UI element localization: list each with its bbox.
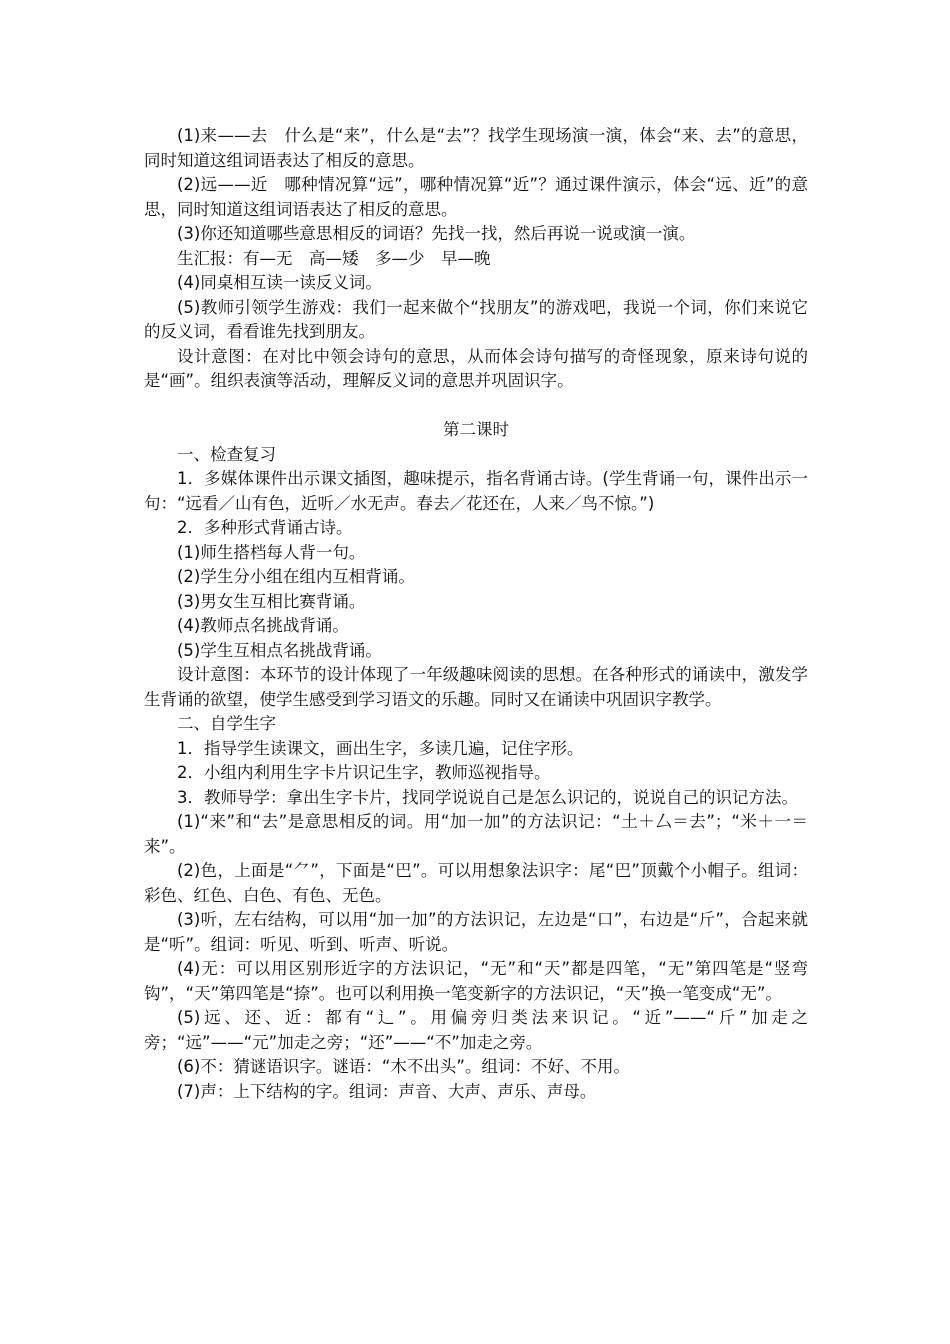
paragraph-char-none: (4)无：可以用区别形近字的方法识记，“无”和“天”都是四笔，“无”第四笔是“竖弯钩”，“天”第四笔是“捺”。也可以利用换一笔变新字的方法识记，“天”换一笔变成“无”。 xyxy=(144,959,808,1003)
paragraph-char-not: (6)不：猜谜语识字。谜语：“木不出头”。组词：不好、不用。 xyxy=(177,1057,630,1076)
paragraph-recite-1: (1)师生搭档每人背一句。 xyxy=(177,542,366,562)
paragraph-recite-5: (5)学生互相点名挑战背诵。 xyxy=(177,640,382,660)
paragraph-student-report: 生汇报：有—无 高—矮 多—少 早—晚 xyxy=(177,248,491,268)
paragraph-find-friends-game: (5)教师引领学生游戏：我们一起来做个“找朋友”的游戏吧，我说一个词，你们来说它的反义词，看看谁先找到朋友。 xyxy=(144,297,808,341)
paragraph-recite-4: (4)教师点名挑战背诵。 xyxy=(177,616,349,635)
heading-review: 一、检查复习 xyxy=(177,444,276,464)
section-gap xyxy=(144,394,808,419)
paragraph-find-antonyms: (3)你还知道哪些意思相反的词语？先找一找，然后再说一说或演一演。 xyxy=(177,224,696,243)
paragraph-design-intent-2: 设计意图：本环节的设计体现了一年级趣味阅读的思想。在各种形式的诵读中，激发学生背诵的欲望，使学生感受到学习语文的乐趣。同时又在诵读中巩固识字教学。 xyxy=(144,665,808,709)
paragraph-self-study-3: 3．教师导学：拿出生字卡片，找同学说说自己是怎么识记的，说说自己的识记方法。 xyxy=(177,787,798,807)
lesson-title: 第二课时 xyxy=(443,420,509,439)
paragraph-antonym-far-near: (2)远——近 哪种情况算“远”，哪种情况算“近”？通过课件演示，体会“远、近”的意思，同时知道这组词语表达了相反的意思。 xyxy=(144,175,808,219)
paragraph-char-far-return-near: (5)远、还、近：都有“辶”。用偏旁归类法来识记。“近”——“斤”加走之旁；“远”——“元”加走之旁；“还”——“不”加走之旁。 xyxy=(144,1008,808,1052)
paragraph-char-sound: (7)声：上下结构的字。组词：声音、大声、声乐、声母。 xyxy=(177,1081,597,1101)
paragraph-review-1: 1．多媒体课件出示课文插图，趣味提示，指名背诵古诗。(学生背诵一句，课件出示一句：“远看／山有色，近听／水无声。春去／花还在，人来／鸟不惊。”) xyxy=(144,469,808,513)
paragraph-self-study-1: 1．指导学生读课文，画出生字，多读几遍，记住字形。 xyxy=(177,738,584,758)
paragraph-recite-2: (2)学生分小组在组内互相背诵。 xyxy=(177,567,415,586)
document-page xyxy=(144,124,808,1104)
paragraph-self-study-2: 2．小组内利用生字卡片识记生字，教师巡视指导。 xyxy=(177,763,551,782)
paragraph-char-come-go: (1)“来”和“去”是意思相反的词。用“加一加”的方法识记：“土＋厶＝去”；“米＋一＝来”。 xyxy=(144,812,808,856)
paragraph-char-color: (2)色，上面是“⺈”，下面是“巴”。可以用想象法识字：尾“巴”顶戴个小帽子。组词：彩色、红色、白色、有色、无色。 xyxy=(144,861,808,905)
paragraph-antonym-come-go: (1)来——去 什么是“来”，什么是“去”？找学生现场演一演，体会“来、去”的意思，同时知道这组词语表达了相反的意思。 xyxy=(144,126,808,170)
paragraph-recite-3: (3)男女生互相比赛背诵。 xyxy=(177,591,366,611)
paragraph-design-intent-1: 设计意图：在对比中领会诗句的意思，从而体会诗句描写的奇怪现象，原来诗句说的是“画”。组织表演等活动，理解反义词的意思并巩固识字。 xyxy=(144,346,808,390)
paragraph-review-2: 2．多种形式背诵古诗。 xyxy=(177,518,353,537)
paragraph-char-listen: (3)听，左右结构，可以用“加一加”的方法识记，左边是“口”，右边是“斤”，合起来就是“听”。组词：听见、听到、听声、听说。 xyxy=(144,910,808,954)
paragraph-desk-mates-read: (4)同桌相互读一读反义词。 xyxy=(177,273,382,292)
heading-self-study: 二、自学生字 xyxy=(177,714,276,733)
